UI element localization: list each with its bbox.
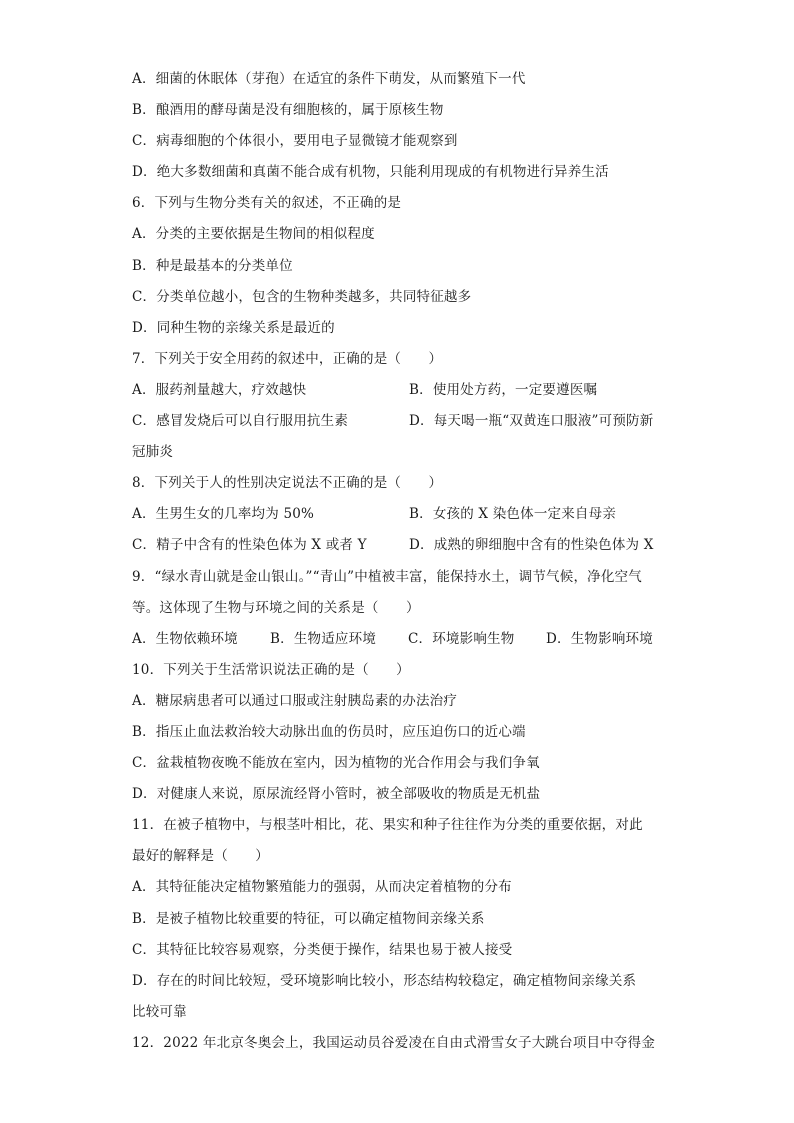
q5-option-a: A．细菌的休眠体（芽孢）在适宜的条件下萌发，从而繁殖下一代 bbox=[132, 71, 526, 87]
q8-options-row-2 bbox=[132, 530, 662, 561]
q6-option-d: D．同种生物的亲缘关系是最近的 bbox=[132, 319, 335, 336]
q11-stem-line-1: 11．在被子植物中，与根茎叶相比，花、果实和种子往往作为分类的重要依据，对此 bbox=[132, 817, 643, 834]
q7-option-b: B．使用处方药，一定要遵医嘱 bbox=[409, 381, 598, 398]
q10-option-a: A．糖尿病患者可以通过口服或注射胰岛素的办法治疗 bbox=[132, 692, 458, 709]
q7-options-row-2 bbox=[132, 406, 662, 437]
q8-option-d: D．成熟的卵细胞中含有的性染色体为 X bbox=[409, 537, 654, 554]
q11-option-b: B．是被子植物比较重要的特征，可以确定植物间亲缘关系 bbox=[132, 910, 485, 927]
q5-option-d: D．绝大多数细菌和真菌不能合成有机物，只能利用现成的有机物进行异养生活 bbox=[132, 164, 609, 181]
q11-option-d: D．存在的时间比较短，受环境影响比较小，形态结构较稳定，确定植物间亲缘关系 bbox=[132, 972, 637, 989]
exam-page bbox=[132, 64, 662, 1059]
q5-option-c: C．病毒细胞的个体很小，要用电子显微镜才能观察到 bbox=[132, 133, 458, 150]
q7-option-d: D．每天喝一瓶“双黄连口服液”可预防新 bbox=[409, 413, 654, 430]
q9-option-b: B．生物适应环境 bbox=[270, 630, 377, 647]
q7-option-c: C．感冒发烧后可以自行服用抗生素 bbox=[132, 413, 349, 430]
q6-stem: 6．下列与生物分类有关的叙述，不正确的是 bbox=[132, 195, 402, 212]
q8-option-c: C．精子中含有的性染色体为 X 或者 Y bbox=[132, 537, 367, 554]
q7-stem: 7．下列关于安全用药的叙述中，正确的是（ ） bbox=[132, 350, 443, 367]
q9-options-row bbox=[132, 624, 662, 655]
q9-option-d: D．生物影响环境 bbox=[546, 630, 653, 647]
q10-option-d: D．对健康人来说，原尿流经肾小管时，被全部吸收的物质是无机盐 bbox=[132, 786, 541, 803]
q8-option-b: B．女孩的 X 染色体一定来自母亲 bbox=[409, 506, 617, 523]
q7-options-row-1 bbox=[132, 375, 662, 406]
q9-stem-line-2: 等。这体现了生物与环境之间的关系是（ ） bbox=[132, 599, 420, 616]
q8-stem: 8．下列关于人的性别决定说法不正确的是（ ） bbox=[132, 475, 443, 492]
q5-option-b: B．酿酒用的酵母菌是没有细胞核的，属于原核生物 bbox=[132, 102, 444, 119]
q6-option-b: B．种是最基本的分类单位 bbox=[132, 257, 293, 274]
q10-option-c: C．盆栽植物夜晚不能放在室内，因为植物的光合作用会与我们争氧 bbox=[132, 755, 540, 772]
q11-option-a: A．其特征能决定植物繁殖能力的强弱，从而决定着植物的分布 bbox=[132, 879, 512, 896]
q7-option-d-continued: 冠肺炎 bbox=[132, 444, 174, 461]
q8-options-row-1 bbox=[132, 499, 662, 530]
q9-option-a: A．生物依赖环境 bbox=[132, 630, 238, 647]
q6-option-c: C．分类单位越小，包含的生物种类越多，共同特征越多 bbox=[132, 288, 472, 305]
q11-option-d-continued: 比较可靠 bbox=[132, 1003, 187, 1020]
q8-option-a: A．生男生女的几率均为 50% bbox=[132, 506, 315, 523]
q10-option-b: B．指压止血法救治较大动脉出血的伤员时，应压迫伤口的近心端 bbox=[132, 723, 526, 740]
q12-stem: 12．2022 年北京冬奥会上，我国运动员谷爱凌在自由式滑雪女子大跳台项目中夺得金 bbox=[132, 1034, 656, 1051]
q9-stem-line-1: 9．“绿水青山就是金山银山。”“青山”中植被丰富，能保持水土，调节气候，净化空气 bbox=[132, 568, 642, 585]
q11-option-c: C．其特征比较容易观察，分类便于操作，结果也易于被人接受 bbox=[132, 941, 513, 958]
q9-option-c: C．环境影响生物 bbox=[408, 630, 515, 647]
q7-option-a: A．服药剂量越大，疗效越快 bbox=[132, 381, 307, 398]
q10-stem: 10．下列关于生活常识说法正确的是（ ） bbox=[132, 661, 410, 678]
q6-option-a: A．分类的主要依据是生物间的相似程度 bbox=[132, 226, 375, 243]
q11-stem-line-2: 最好的解释是（ ） bbox=[132, 848, 269, 865]
